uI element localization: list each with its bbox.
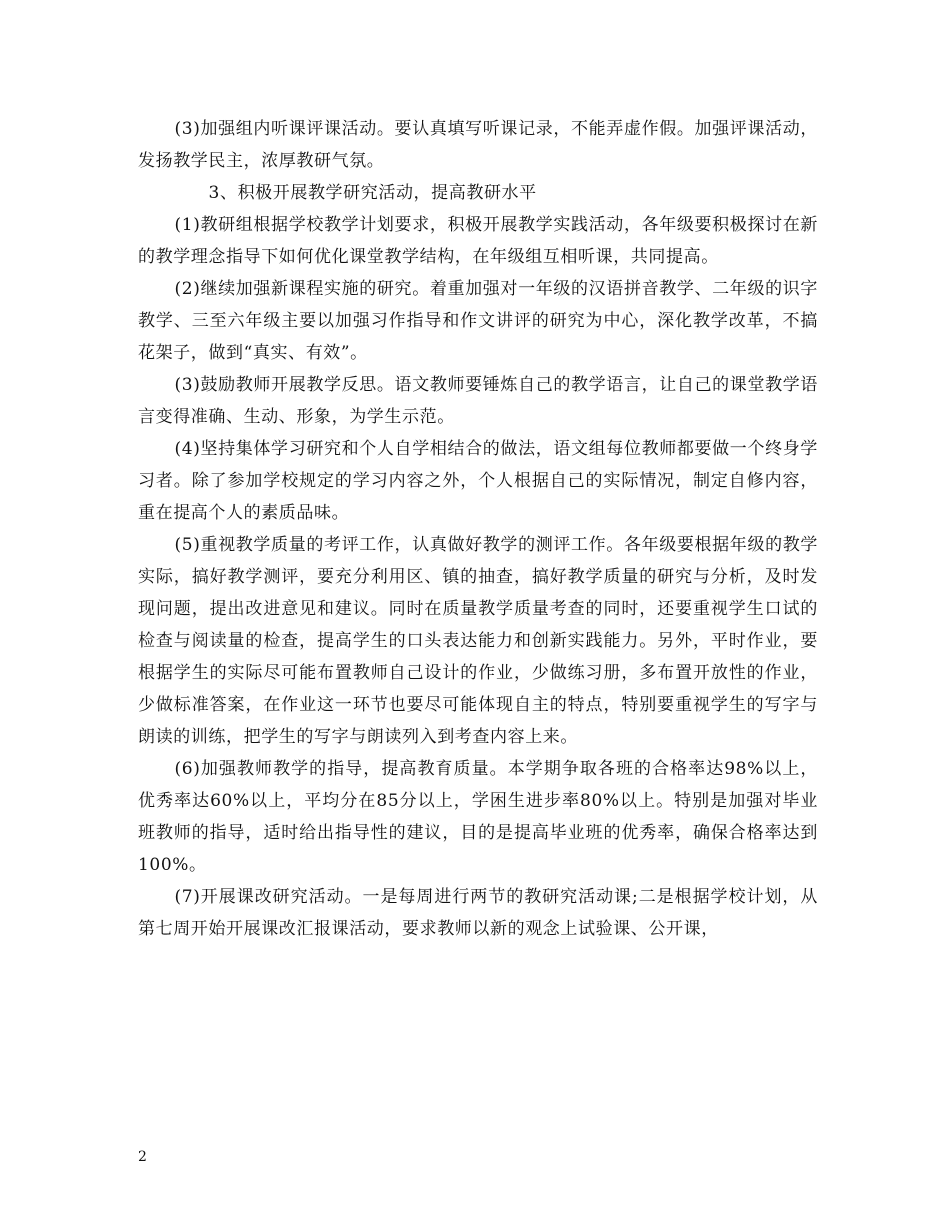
paragraph-item-6: (6)加强教师教学的指导，提高教育质量。本学期争取各班的合格率达98%以上，优秀率达60%以上，平均分在85分以上，学困生进步率80%以上。特别是加强对毕业班教师的指导，适时给出指导性的建议，目的是提高毕业班的优秀率，确保合格率达到100%。 bbox=[138, 759, 818, 875]
paragraph-item-2: (2)继续加强新课程实施的研究。着重加强对一年级的汉语拼音教学、二年级的识字教学、三至六年级主要以加强习作指导和作文讲评的研究为中心，深化教学改革，不搞花架子，做到“真实、有效”。 bbox=[138, 279, 818, 363]
paragraph-item-3: (3)鼓励教师开展教学反思。语文教师要锤炼自己的教学语言，让自己的课堂教学语言变得准确、生动、形象，为学生示范。 bbox=[138, 375, 818, 427]
document-body bbox=[138, 113, 818, 945]
paragraph-item-3-listening: (3)加强组内听课评课活动。要认真填写听课记录，不能弄虚作假。加强评课活动，发扬教学民主，浓厚教研气氛。 bbox=[138, 119, 818, 171]
paragraph-item-1: (1)教研组根据学校教学计划要求，积极开展教学实践活动，各年级要积极探讨在新的教学理念指导下如何优化课堂教学结构，在年级组互相听课，共同提高。 bbox=[138, 215, 818, 267]
paragraph-item-4: (4)坚持集体学习研究和个人自学相结合的做法，语文组每位教师都要做一个终身学习者。除了参加学校规定的学习内容之外，个人根据自己的实际情况，制定自修内容，重在提高个人的素质品味。 bbox=[138, 439, 818, 523]
paragraph-item-7: (7)开展课改研究活动。一是每周进行两节的教研究活动课;二是根据学校计划，从第七周开始开展课改汇报课活动，要求教师以新的观念上试验课、公开课， bbox=[138, 887, 818, 939]
section-heading-3: 3、积极开展教学研究活动，提高教研水平 bbox=[208, 183, 537, 203]
page-number: 2 bbox=[138, 1149, 147, 1165]
paragraph-item-5: (5)重视教学质量的考评工作，认真做好教学的测评工作。各年级要根据年级的教学实际，搞好教学测评，要充分利用区、镇的抽查，搞好教学质量的研究与分析，及时发现问题，提出改进意见和建议。同时在质量教学质量考查的同时，还要重视学生口试的检查与阅读量的检查，提高学生的口头表达能力和创新实践能力。另外，平时作业，要根据学生的实际尽可能布置教师自己设计的作业，少做练习册，多布置开放性的作业，少做标准答案，在作业这一环节也要尽可能体现自主的特点，特别要重视学生的写字与朗读的训练，把学生的写字与朗读列入到考查内容上来。 bbox=[138, 535, 818, 747]
